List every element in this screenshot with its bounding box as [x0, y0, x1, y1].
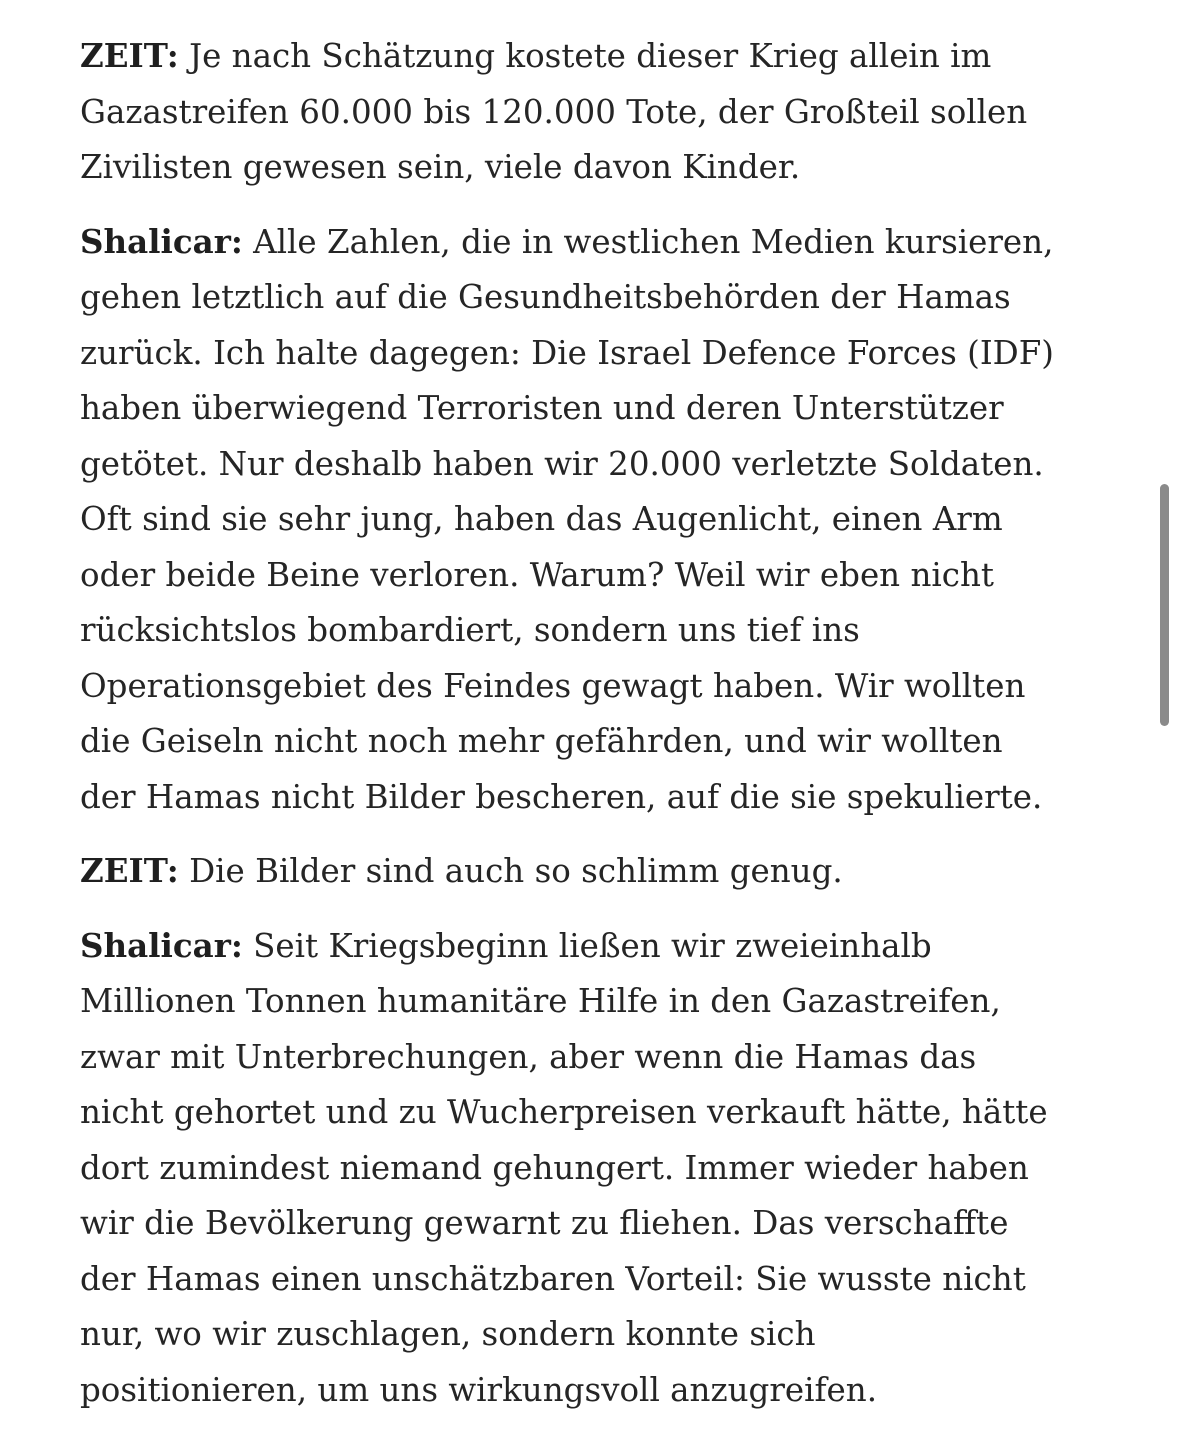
text-line: zwar mit Unterbrechungen, aber wenn die Hamas das: [80, 1037, 977, 1076]
text-line: getötet. Nur deshalb haben wir 20.000 verletzte Soldaten.: [80, 444, 1044, 483]
text-line: Zivilisten gewesen sein, viele davon Kinder.: [80, 148, 801, 186]
text-line: gehen letztlich auf die Gesundheitsbehörden der Hamas: [80, 278, 1011, 316]
speaker-label: Shalicar:: [80, 221, 243, 261]
text-line: der Hamas nicht Bilder bescheren, auf die sie spekulierte.: [80, 777, 1043, 816]
text-line: nicht gehortet und zu Wucherpreisen verkauft hätte, hätte: [80, 1093, 1048, 1131]
line-text: Seit Kriegsbeginn ließen wir zweieinhalb: [242, 926, 932, 965]
interview-paragraph-shalicar-1: [80, 214, 1080, 826]
text-line: die Geiseln nicht noch mehr gefährden, und wir wollten: [80, 722, 1003, 760]
text-line: [80, 843, 1080, 900]
interview-paragraph-zeit-1: [80, 28, 1080, 196]
line-text: Alle Zahlen, die in westlichen Medien kursieren,: [242, 222, 1054, 261]
text-line: nur, wo wir zuschlagen, sondern konnte sich: [80, 1315, 816, 1353]
line-text: Die Bilder sind auch so schlimm genug.: [178, 852, 843, 890]
speaker-label: Shalicar:: [80, 925, 243, 965]
text-line: wir die Bevölkerung gewarnt zu fliehen. Das verschaffte: [80, 1204, 1009, 1242]
text-line: positionieren, um uns wirkungsvoll anzugreifen.: [80, 1370, 878, 1409]
interview-paragraph-shalicar-2: [80, 918, 1080, 1419]
interview-paragraph-zeit-2: [80, 843, 1080, 900]
text-line: [80, 918, 1080, 975]
speaker-label: ZEIT:: [80, 36, 179, 75]
text-line: dort zumindest niemand gehungert. Immer wieder haben: [80, 1148, 1029, 1187]
speaker-label: ZEIT:: [80, 851, 179, 890]
text-line: haben überwiegend Terroristen und deren Unterstützer: [80, 389, 1004, 427]
text-line: Gazastreifen 60.000 bis 120.000 Tote, der Großteil sollen: [80, 92, 1028, 131]
text-line: Millionen Tonnen humanitäre Hilfe in den Gazastreifen,: [80, 982, 1001, 1020]
text-line: oder beide Beine verloren. Warum? Weil wir eben nicht: [80, 555, 994, 594]
line-text: Je nach Schätzung kostete dieser Krieg allein im: [178, 37, 992, 75]
text-line: [80, 214, 1080, 271]
text-line: der Hamas einen unschätzbaren Vorteil: Sie wusste nicht: [80, 1259, 1026, 1298]
text-line: zurück. Ich halte dagegen: Die Israel Defence Forces (IDF): [80, 333, 1054, 372]
text-line: rücksichtslos bombardiert, sondern uns tief ins: [80, 611, 860, 649]
text-line: Operationsgebiet des Feindes gewagt haben. Wir wollten: [80, 666, 1026, 705]
interview-article-body: [80, 28, 1080, 1436]
scrollbar-thumb[interactable]: [1160, 484, 1169, 726]
text-line: Oft sind sie sehr jung, haben das Augenlicht, einen Arm: [80, 500, 1003, 538]
text-line: [80, 28, 1080, 85]
